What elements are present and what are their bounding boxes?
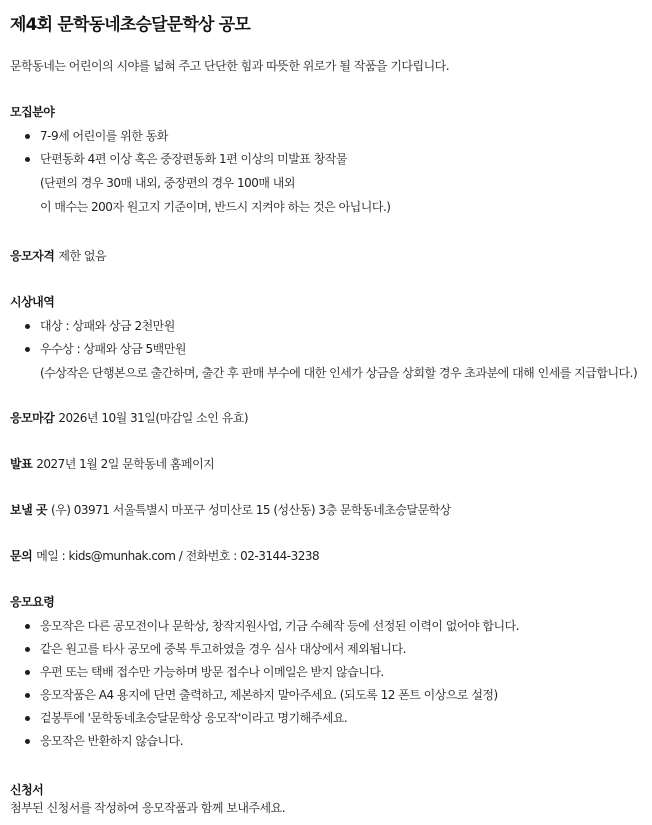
list-item: 겉봉투에 '문학동네초승달문학상 응모작'이라고 명기해주세요. bbox=[40, 707, 642, 730]
guidelines-list bbox=[10, 615, 642, 753]
recruit-note-2: 이 매수는 200자 원고지 기준이며, 반드시 지켜야 하는 것은 아닙니다.) bbox=[40, 200, 391, 214]
eligibility-text: 제한 없음 bbox=[58, 249, 107, 263]
intro-text: 문학동네는 어린이의 시야를 넓혀 주고 단단한 힘과 따뜻한 위로가 될 작품을 기다립니다. bbox=[10, 59, 450, 73]
address-heading: 보낼 곳 bbox=[10, 503, 47, 517]
application-heading: 신청서 bbox=[10, 783, 44, 797]
list-item: 우편 또는 택배 접수만 가능하며 방문 접수나 이메일은 받지 않습니다. bbox=[40, 661, 642, 684]
recruit-section bbox=[10, 103, 642, 219]
application-text: 첨부된 신청서를 작성하여 응모작품과 함께 보내주세요. bbox=[10, 801, 286, 815]
list-item: 응모작은 반환하지 않습니다. bbox=[40, 730, 642, 753]
list-item: 7-9세 어린이를 위한 동화 bbox=[40, 125, 642, 148]
address-section bbox=[10, 501, 642, 519]
contact-section bbox=[10, 547, 642, 565]
list-item bbox=[40, 338, 642, 385]
announce-section bbox=[10, 455, 642, 473]
deadline-text: 2026년 10월 31일(마감일 소인 유효) bbox=[58, 411, 248, 425]
eligibility-section bbox=[10, 247, 642, 265]
guidelines-section bbox=[10, 593, 642, 753]
recruit-heading: 모집분야 bbox=[10, 105, 55, 119]
deadline-heading: 응모마감 bbox=[10, 411, 55, 425]
list-item: 응모작은 다른 공모전이나 문학상, 창작지원사업, 기금 수혜작 등에 선정된 이력이 없어야 합니다. bbox=[40, 615, 642, 638]
contact-text: 메일 : kids@munhak.com / 전화번호 : 02-3144-3238 bbox=[36, 549, 320, 563]
prize-note: (수상작은 단행본으로 출간하며, 출간 후 판매 부수에 대한 인세가 상금을 상회할 경우 초과분에 대해 인세를 지급합니다.) bbox=[40, 366, 638, 380]
announce-text: 2027년 1월 2일 문학동네 홈페이지 bbox=[36, 457, 215, 471]
recruit-list bbox=[10, 125, 642, 219]
list-item bbox=[40, 148, 642, 219]
page-title: 제4회 문학동네초승달문학상 공모 bbox=[10, 15, 250, 35]
application-section bbox=[10, 781, 642, 817]
contact-heading: 문의 bbox=[10, 549, 33, 563]
address-text: (우) 03971 서울특별시 마포구 성미산로 15 (성산동) 3층 문학동네초승달문학상 bbox=[50, 503, 451, 517]
guidelines-heading: 응모요령 bbox=[10, 595, 55, 609]
list-item: 응모작품은 A4 용지에 단면 출력하고, 제본하지 말아주세요. (되도록 12 폰트 이상으로 설정) bbox=[40, 684, 642, 707]
announce-heading: 발표 bbox=[10, 457, 33, 471]
list-item: 같은 원고를 타사 공모에 중복 투고하였을 경우 심사 대상에서 제외됩니다. bbox=[40, 638, 642, 661]
deadline-section bbox=[10, 409, 642, 427]
prize-section bbox=[10, 293, 642, 385]
eligibility-heading: 응모자격 bbox=[10, 249, 55, 263]
prize-heading: 시상내역 bbox=[10, 295, 55, 309]
list-item-text: 단편동화 4편 이상 혹은 중장편동화 1편 이상의 미발표 창작물 bbox=[40, 152, 347, 166]
prize-list bbox=[10, 315, 642, 385]
recruit-note-1: (단편의 경우 30매 내외, 중장편의 경우 100매 내외 bbox=[40, 176, 295, 190]
list-item-text: 우수상 : 상패와 상금 5백만원 bbox=[40, 342, 186, 356]
list-item: 대상 : 상패와 상금 2천만원 bbox=[40, 315, 642, 338]
